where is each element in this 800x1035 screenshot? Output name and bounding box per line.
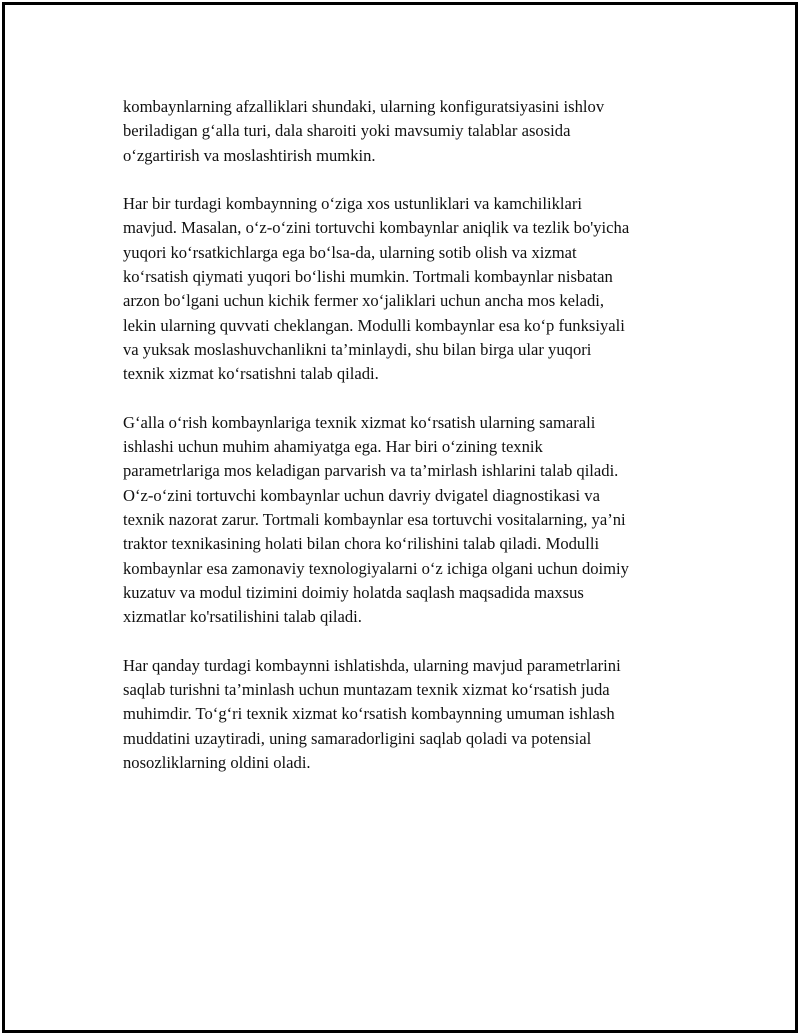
text-line: G‘alla o‘rish kombaynlariga texnik xizmat ko‘rsatish ularning samarali	[123, 412, 596, 432]
text-line: texnik xizmat ko‘rsatishni talab qiladi.	[123, 364, 379, 384]
text-line: traktor texnikasining holati bilan chora ko‘rilishini talab qiladi. Modulli	[123, 534, 600, 554]
text-line: kombaynlar esa zamonaviy texnologiyalarni o‘z ichiga olgani uchun doimiy	[123, 558, 629, 578]
paragraph-1	[123, 95, 693, 168]
text-line: texnik nazorat zarur. Tortmali kombaynlar esa tortuvchi vositalarning, ya’ni	[123, 510, 626, 530]
text-line: parametrlariga mos keladigan parvarish va ta’mirlash ishlarini talab qiladi.	[123, 461, 619, 481]
text-line: va yuksak moslashuvchanlikni ta’minlaydi, shu bilan birga ular yuqori	[123, 339, 592, 359]
text-line: beriladigan g‘alla turi, dala sharoiti yoki mavsumiy talablar asosida	[123, 121, 571, 141]
text-line: muddatini uzaytiradi, uning samaradorligini saqlab qoladi va potensial	[123, 728, 592, 748]
text-line: Har bir turdagi kombaynning o‘ziga xos ustunliklari va kamchiliklari	[123, 194, 582, 214]
paragraph-2	[123, 192, 693, 386]
page-frame	[2, 2, 798, 1033]
text-line: Har qanday turdagi kombaynni ishlatishda, ularning mavjud parametrlarini	[123, 655, 621, 675]
text-line: muhimdir. To‘g‘ri texnik xizmat ko‘rsatish kombaynning umuman ishlash	[123, 704, 615, 724]
text-line: yuqori ko‘rsatkichlarga ega bo‘lsa-da, ularning sotib olish va xizmat	[123, 242, 577, 262]
text-line: lekin ularning quvvati cheklangan. Modulli kombaynlar esa ko‘p funksiyali	[123, 315, 625, 335]
text-line: nosozliklarning oldini oladi.	[123, 753, 311, 773]
text-line: arzon bo‘lgani uchun kichik fermer xo‘jaliklari uchun ancha mos keladi,	[123, 291, 605, 311]
text-line: o‘zgartirish va moslashtirish mumkin.	[123, 145, 376, 165]
text-line: xizmatlar ko'rsatilishini talab qiladi.	[123, 607, 362, 627]
paragraph-4	[123, 654, 693, 775]
text-line: saqlab turishni ta’minlash uchun muntazam texnik xizmat ko‘rsatish juda	[123, 680, 610, 700]
paragraph-3	[123, 411, 693, 630]
text-line: kombaynlarning afzalliklari shundaki, ularning konfiguratsiyasini ishlov	[123, 97, 605, 116]
document-body	[123, 95, 693, 800]
text-line: ishlashi uchun muhim ahamiyatga ega. Har biri o‘zining texnik	[123, 437, 543, 457]
text-line: mavjud. Masalan, o‘z-o‘zini tortuvchi kombaynlar aniqlik va tezlik bo'yicha	[123, 218, 630, 238]
text-line: ko‘rsatish qiymati yuqori bo‘lishi mumkin. Tortmali kombaynlar nisbatan	[123, 267, 613, 287]
text-line: kuzatuv va modul tizimini doimiy holatda saqlash maqsadida maxsus	[123, 582, 584, 602]
text-line: O‘z-o‘zini tortuvchi kombaynlar uchun davriy dvigatel diagnostikasi va	[123, 485, 600, 505]
